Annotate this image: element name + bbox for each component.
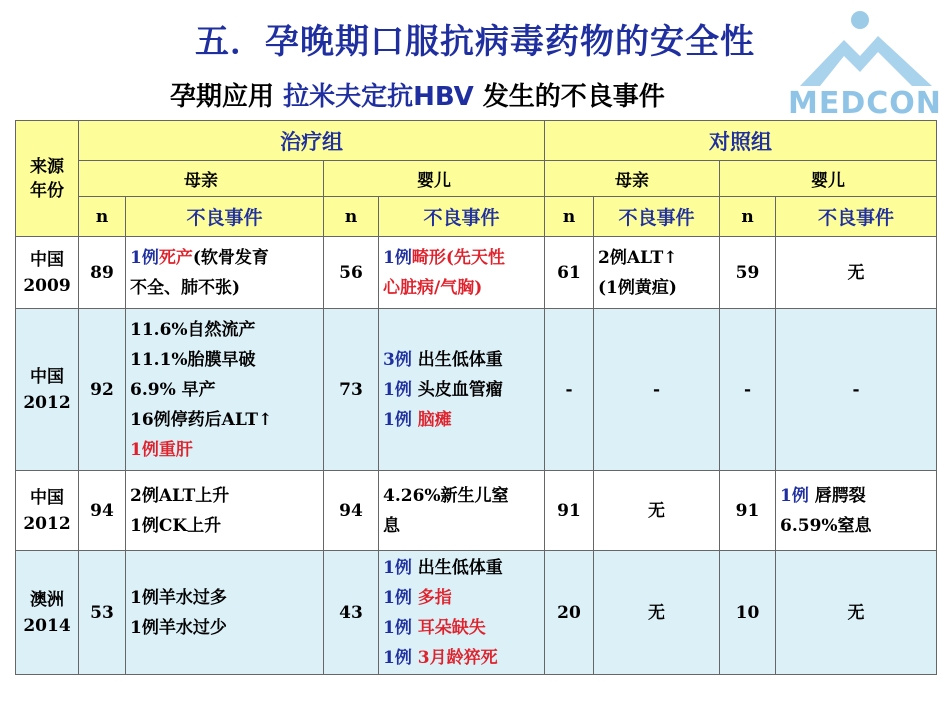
treatment-infant-header: 婴儿 <box>324 161 545 197</box>
event-text: (1例黄疸) <box>598 277 677 298</box>
event-text: 6.59%窒息 <box>780 515 872 536</box>
event-line <box>383 345 540 375</box>
event-line <box>130 481 319 511</box>
logo-wordmark: MEDCON <box>788 86 942 121</box>
adverse-events-table <box>15 120 937 675</box>
event-text: - <box>652 379 661 400</box>
event-line <box>130 273 319 303</box>
event-line <box>130 613 319 643</box>
event-text: 1例 <box>383 557 412 578</box>
adverse-header: 不良事件 <box>594 197 720 237</box>
source-year-cell <box>16 471 79 551</box>
treatment-mother-header: 母亲 <box>79 161 324 197</box>
control-infant-events <box>776 237 937 309</box>
event-text: 出生低体重 <box>411 349 503 370</box>
slide-subtitle <box>170 76 665 113</box>
year-text: 2012 <box>23 392 71 413</box>
source-text: 澳洲 <box>30 589 64 610</box>
event-text: 出生低体重 <box>411 557 503 578</box>
event-text: 6.9% 早产 <box>130 379 216 400</box>
event-text: 3例 <box>383 349 412 370</box>
event-text: 无 <box>847 602 865 623</box>
event-line <box>383 553 540 583</box>
event-line <box>130 345 319 375</box>
event-line <box>598 496 715 526</box>
event-text: 1例 <box>780 485 809 506</box>
event-line <box>383 375 540 405</box>
control-group-header: 对照组 <box>545 121 937 161</box>
event-text: 3月龄猝死 <box>411 647 498 668</box>
control-mother-events <box>594 551 720 675</box>
event-line <box>130 315 319 345</box>
control-mother-n: 91 <box>545 471 594 551</box>
event-line <box>383 481 540 511</box>
treatment-mother-events <box>126 471 324 551</box>
event-line <box>130 405 319 435</box>
adverse-header: 不良事件 <box>379 197 545 237</box>
event-text: 1例 <box>383 409 412 430</box>
control-infant-n: - <box>720 309 776 471</box>
event-text: 1例 <box>383 587 412 608</box>
treatment-mother-n: 94 <box>79 471 126 551</box>
medcon-logo <box>782 6 942 126</box>
treatment-infant-events <box>379 237 545 309</box>
source-text: 中国 <box>30 487 64 508</box>
table-row <box>16 309 937 471</box>
subtitle-suffix: 发生的不良事件 <box>473 82 665 112</box>
event-line <box>780 598 932 628</box>
table-row <box>16 237 937 309</box>
control-mother-events <box>594 237 720 309</box>
event-text: 头皮血管瘤 <box>411 379 503 400</box>
event-text: 1例 <box>383 379 412 400</box>
control-mother-header: 母亲 <box>545 161 720 197</box>
event-line <box>383 643 540 673</box>
treatment-mother-n: 53 <box>79 551 126 675</box>
adverse-header: 不良事件 <box>776 197 937 237</box>
event-line <box>780 258 932 288</box>
control-infant-n: 10 <box>720 551 776 675</box>
treatment-mother-events <box>126 237 324 309</box>
event-text: 无 <box>847 262 865 283</box>
event-text: 2例ALT↑ <box>598 247 678 268</box>
n-header: n <box>79 197 126 237</box>
source-year-cell <box>16 551 79 675</box>
control-mother-n: 61 <box>545 237 594 309</box>
event-text: 耳朵缺失 <box>411 617 486 638</box>
event-text: 1例 <box>383 617 412 638</box>
mountain-logo-icon <box>782 6 942 96</box>
event-text: 1例羊水过多 <box>130 587 227 608</box>
event-line <box>780 375 932 405</box>
event-text: 死产 <box>158 247 193 268</box>
n-header: n <box>324 197 379 237</box>
event-line <box>383 511 540 541</box>
event-text: 11.6%自然流产 <box>130 319 256 340</box>
event-text: 无 <box>648 500 665 521</box>
event-text: 无 <box>648 602 665 623</box>
treatment-infant-n: 73 <box>324 309 379 471</box>
event-line <box>780 511 932 541</box>
treatment-infant-events <box>379 471 545 551</box>
treatment-infant-n: 94 <box>324 471 379 551</box>
source-year-cell <box>16 309 79 471</box>
event-line <box>598 273 715 303</box>
event-text: 1例CK上升 <box>130 515 222 536</box>
treatment-mother-n: 92 <box>79 309 126 471</box>
subtitle-prefix: 孕期应用 <box>170 82 284 112</box>
table-row <box>16 551 937 675</box>
event-line <box>130 511 319 541</box>
event-text: 2例ALT上升 <box>130 485 230 506</box>
control-mother-n: - <box>545 309 594 471</box>
source-year-cell <box>16 237 79 309</box>
control-mother-events <box>594 309 720 471</box>
event-text: 心脏病/气胸) <box>383 277 483 298</box>
event-text: 脑瘫 <box>411 409 452 430</box>
event-text: 16例停药后ALT↑ <box>130 409 273 430</box>
event-line <box>383 613 540 643</box>
slide-title: 五．孕晚期口服抗病毒药物的安全性 <box>195 22 755 62</box>
treatment-infant-n: 56 <box>324 237 379 309</box>
event-text: 不全、肺不张) <box>130 277 241 298</box>
event-line <box>383 583 540 613</box>
source-text: 中国 <box>30 366 64 387</box>
year-text: 2009 <box>23 275 71 296</box>
n-header: n <box>545 197 594 237</box>
event-text: 多指 <box>411 587 452 608</box>
source-year-header: 来源 年份 <box>16 121 79 237</box>
control-infant-n: 59 <box>720 237 776 309</box>
year-text: 2012 <box>23 513 71 534</box>
table-row <box>16 471 937 551</box>
event-text: 1例重肝 <box>130 439 193 460</box>
event-text: 11.1%胎膜早破 <box>130 349 256 370</box>
adverse-header: 不良事件 <box>126 197 324 237</box>
event-line <box>130 375 319 405</box>
control-infant-header: 婴儿 <box>720 161 937 197</box>
treatment-infant-events <box>379 551 545 675</box>
event-line <box>130 435 319 465</box>
control-mother-n: 20 <box>545 551 594 675</box>
treatment-infant-events <box>379 309 545 471</box>
control-infant-events <box>776 471 937 551</box>
event-line <box>383 243 540 273</box>
event-text: 1例 <box>383 247 412 268</box>
treatment-group-header: 治疗组 <box>79 121 545 161</box>
event-line <box>383 273 540 303</box>
year-text: 2014 <box>23 615 71 636</box>
event-text: 1例 <box>130 247 159 268</box>
treatment-mother-events <box>126 309 324 471</box>
event-line <box>130 583 319 613</box>
event-text: 1例羊水过少 <box>130 617 227 638</box>
event-text: 1例 <box>383 647 412 668</box>
control-infant-n: 91 <box>720 471 776 551</box>
event-text: (软骨发育 <box>192 247 269 268</box>
event-text: - <box>852 379 860 400</box>
control-infant-events <box>776 551 937 675</box>
event-line <box>383 405 540 435</box>
treatment-infant-n: 43 <box>324 551 379 675</box>
event-line <box>598 243 715 273</box>
event-text: 唇腭裂 <box>808 485 866 506</box>
event-line <box>130 243 319 273</box>
n-header: n <box>720 197 776 237</box>
event-text: 息 <box>383 515 400 536</box>
event-line <box>780 481 932 511</box>
subtitle-highlight: 拉米夫定抗HBV <box>283 82 474 112</box>
treatment-mother-n: 89 <box>79 237 126 309</box>
event-text: 畸形(先天性 <box>411 247 505 268</box>
treatment-mother-events <box>126 551 324 675</box>
control-mother-events <box>594 471 720 551</box>
event-line <box>598 598 715 628</box>
event-line <box>598 375 715 405</box>
source-text: 中国 <box>30 249 64 270</box>
event-text: 4.26%新生儿窒 <box>383 485 509 506</box>
control-infant-events <box>776 309 937 471</box>
